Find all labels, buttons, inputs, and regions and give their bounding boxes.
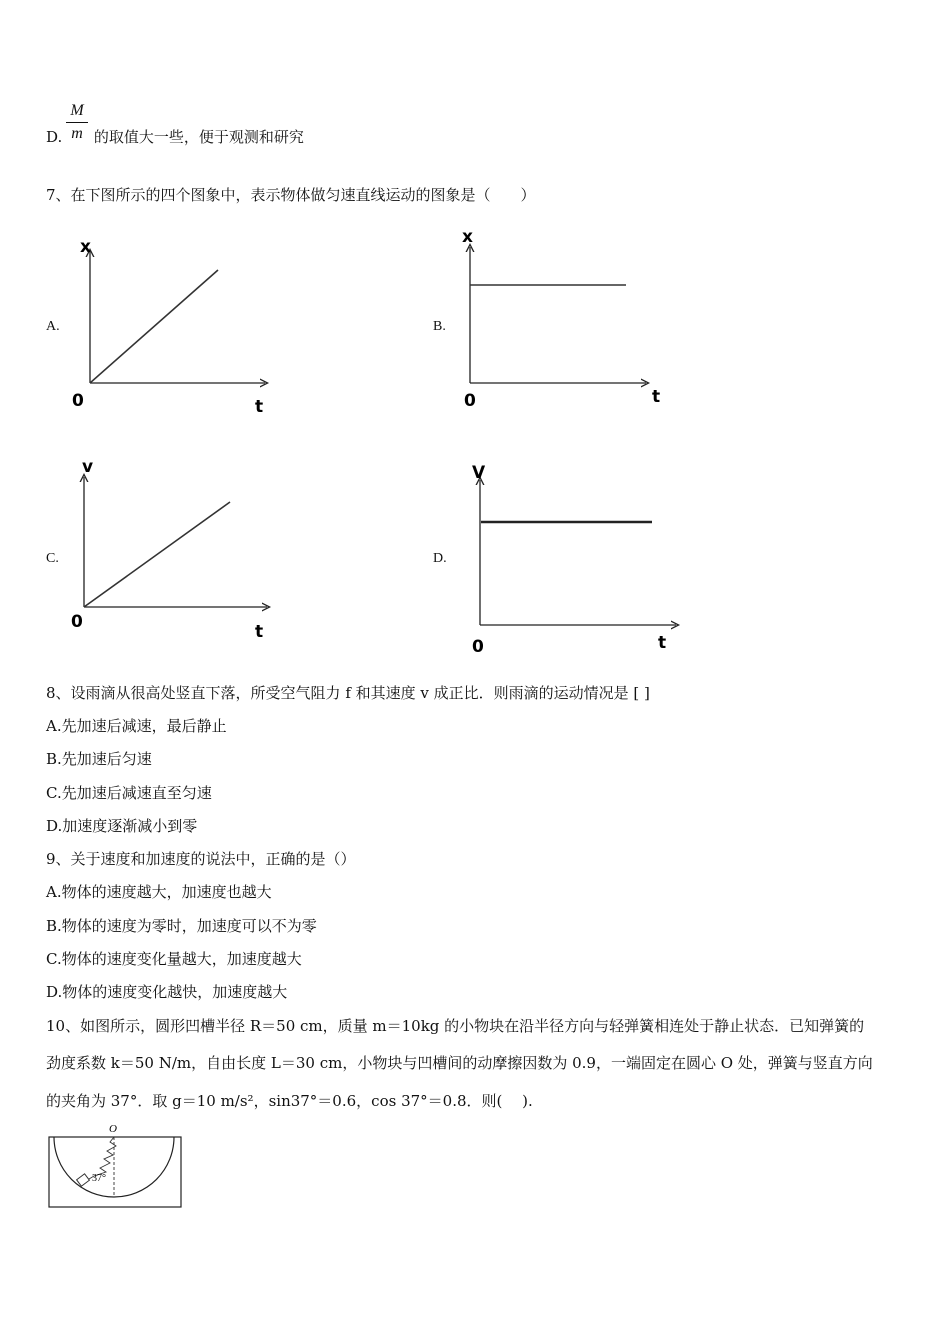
y-axis-label: v (82, 457, 94, 477)
q10-line-1: 10、如图所示，圆形凹槽半径 R＝50 cm，质量 m＝10kg 的小物块在沿半径方向与轻弹簧相连处于静止状态．已知弹簧的 (46, 1017, 865, 1035)
y-axis-label: V (472, 463, 486, 483)
q7-stem: 7、在下图所示的四个图象中，表示物体做匀速直线运动的图象是（ ） (46, 186, 536, 204)
q9-option-d: D.物体的速度变化越快，加速度越大 (46, 983, 288, 1001)
q10-line-2: 劲度系数 k＝50 N/m，自由长度 L＝30 cm，小物块与凹槽间的动摩擦因数为 0.9，一端固定在圆心 O 处，弹簧与竖直方向 (46, 1054, 873, 1072)
q8-option-a: A.先加速后减速，最后静止 (46, 717, 227, 735)
q6-option-d (46, 127, 304, 147)
x-axis-label: t (658, 633, 667, 653)
graph-line (90, 270, 218, 383)
fraction-denominator: m (71, 125, 83, 142)
graph-line (84, 502, 230, 607)
q7-graph-c (55, 455, 285, 645)
x-axis-label: t (255, 622, 264, 642)
origin-label: 0 (72, 391, 84, 411)
q6-option-d-text: 的取值大一些，便于观测和研究 (93, 128, 304, 146)
q9-stem: 9、关于速度和加速度的说法中，正确的是（） (46, 850, 356, 868)
origin-label: 0 (472, 637, 484, 657)
q9-option-c: C.物体的速度变化量越大，加速度越大 (46, 950, 302, 968)
q7-graph-c-label: C. (46, 551, 59, 566)
q10-line-3: 的夹角为 37°．取 g＝10 m/s²，sin37°＝0.6，cos 37°＝0.8．则( ). (46, 1092, 533, 1110)
q7-graph-a (60, 230, 280, 420)
q7-graph-d (450, 458, 690, 658)
origin-label: 0 (464, 391, 476, 411)
q8-option-b: B.先加速后匀速 (46, 750, 152, 768)
origin-label: 0 (71, 612, 83, 632)
q7-graph-a-label: A. (46, 319, 60, 334)
q8-stem: 8、设雨滴从很高处竖直下落，所受空气阻力 f 和其速度 v 成正比．则雨滴的运动情况是 [ ] (46, 684, 650, 702)
q9-option-b: B.物体的速度为零时，加速度可以不为零 (46, 917, 317, 935)
center-label: O (109, 1123, 117, 1135)
fraction-bar (66, 122, 88, 123)
fraction-numerator: M (70, 102, 84, 119)
q8-option-c: C.先加速后减速直至匀速 (46, 784, 212, 802)
small-block (77, 1174, 90, 1186)
q7-graph-b (440, 225, 680, 415)
x-axis-label: t (652, 387, 661, 407)
q7-graph-d-label: D. (433, 551, 447, 566)
x-axis-label: t (255, 397, 264, 417)
y-axis-label: x (80, 237, 91, 257)
q8-option-d: D.加速度逐渐减小到零 (46, 817, 198, 835)
q9-option-a: A.物体的速度越大，加速度也越大 (46, 883, 272, 901)
q10-figure (44, 1120, 194, 1220)
q6-option-d-label: D. (46, 128, 63, 146)
q7-graph-b-label: B. (433, 319, 446, 334)
y-axis-label: x (462, 227, 473, 247)
angle-label: 37° (92, 1173, 106, 1184)
